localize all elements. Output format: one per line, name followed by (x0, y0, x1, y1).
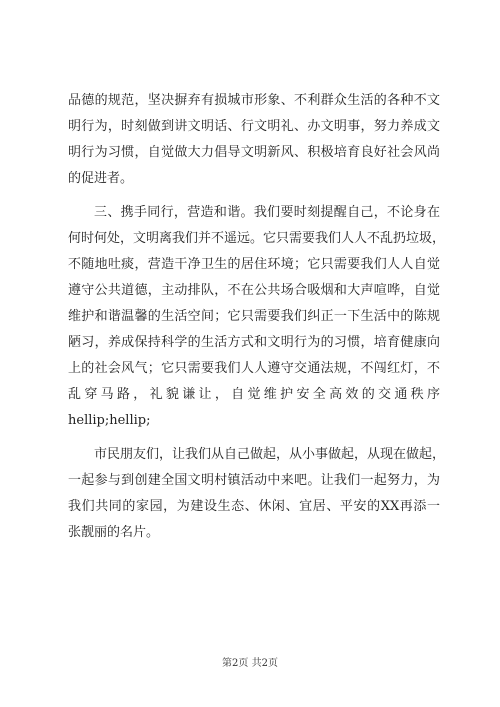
text-line: 乱穿马路，礼貌谦让，自觉维护安全高效的交通秩序 (68, 387, 440, 402)
text-line: 三、携手同行，营造和谐。我们要时刻提醒自己，不论身在 (94, 205, 440, 220)
text-line: 遵守公共道德，主动排队，不在公共场合吸烟和大声喧哗，自觉 (68, 283, 440, 298)
page-footer: 第2页 共2页 (222, 658, 278, 669)
text-line: 我们共同的家园，为建设生态、休闲、宜居、平安的XX再添一 (68, 499, 440, 514)
paragraph-1 (68, 88, 440, 192)
text-line: 维护和谐温馨的生活空间；它只需要我们纠正一下生活中的陈规 (68, 309, 440, 324)
paragraph-2 (68, 200, 446, 434)
text-line: 明行为，时刻做到讲文明话、行文明礼、办文明事，努力养成文 (68, 119, 440, 134)
text-line: 何时何处，文明离我们并不遥远。它只需要我们人人不乱扔垃圾， (68, 231, 446, 246)
text-line: 的促进者。 (68, 171, 134, 186)
body-text (68, 88, 446, 546)
text-line: 品德的规范，坚决摒弃有损城市形象、不利群众生活的各种不文 (68, 93, 440, 108)
text-line: 陋习，养成保持科学的生活方式和文明行为的习惯，培育健康向 (68, 335, 440, 350)
text-line: 一起参与到创建全国文明村镇活动中来吧。让我们一起努力，为 (68, 473, 440, 488)
text-line: 张靓丽的名片。 (68, 525, 160, 540)
paragraph-3 (68, 442, 446, 546)
text-line: 上的社会风气；它只需要我们人人遵守交通法规，不闯红灯，不 (68, 361, 440, 376)
text-line: 不随地吐痰，营造干净卫生的居住环境；它只需要我们人人自觉 (68, 257, 440, 272)
text-line: 明行为习惯，自觉做大力倡导文明新风、积极培育良好社会风尚 (68, 145, 440, 160)
text-line: 市民朋友们，让我们从自己做起，从小事做起，从现在做起， (94, 447, 446, 462)
text-line: hellip;hellip; (68, 413, 151, 428)
